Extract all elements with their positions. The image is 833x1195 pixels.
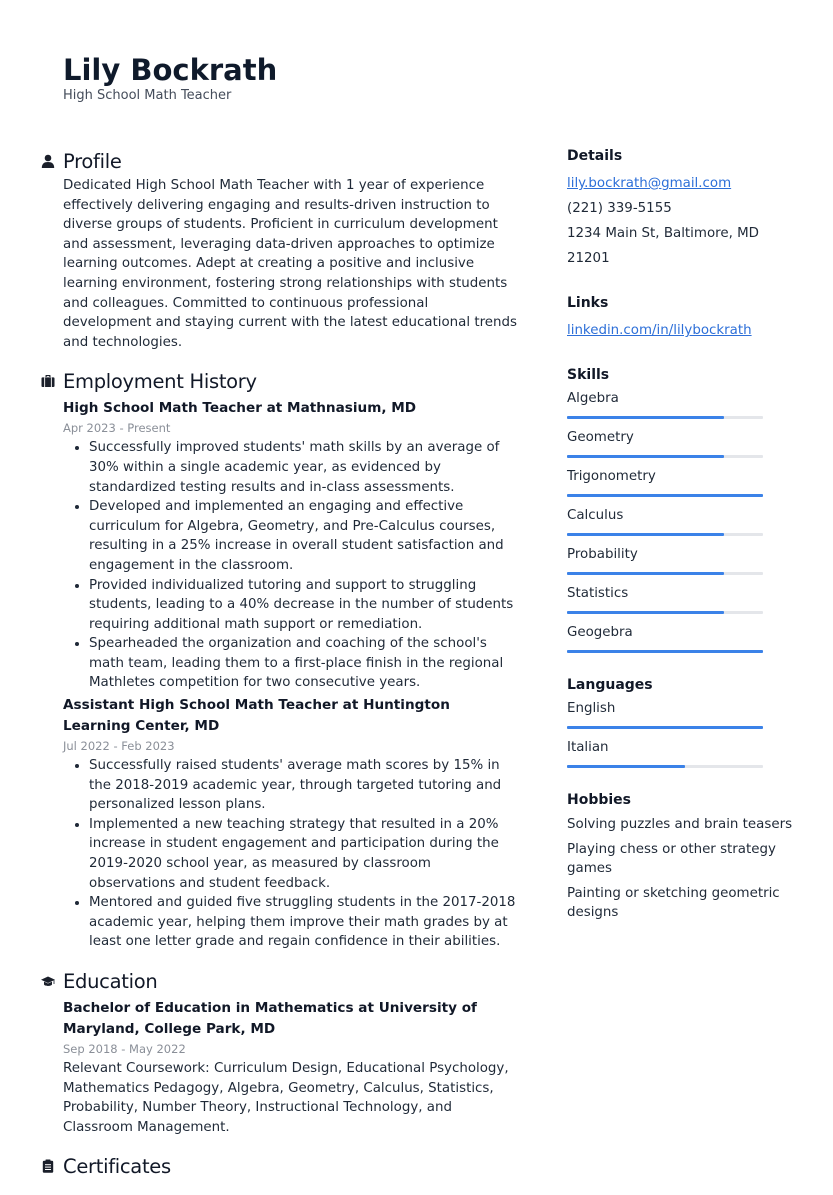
level-bar-fill — [567, 533, 724, 536]
profile-summary: Dedicated High School Math Teacher with 1 year of experience effectively delivering engaging and results-driven instruction to diverse groups of students. Proficient in curriculum development and assessment, leveraging data-driven approaches to optimize learning outcomes. Adept at creating a positive and inclusive learning environment, fostering strong relationships with students and colleagues. Committed to continuous professional development and staying current with the latest educational trends and technologies. — [63, 178, 518, 350]
person-icon — [40, 154, 55, 169]
level-bar-fill — [567, 494, 763, 497]
skill-item — [567, 429, 797, 458]
skills-list — [567, 390, 797, 653]
section-title: Employment History — [63, 369, 257, 393]
coursework: Relevant Coursework: Curriculum Design, Educational Psychology, Mathematics Pedagogy, Algebra, Geometry, Calculus, Statistics, Probability, Number Theory, Instructional Technology, and Classroom Management. — [63, 1061, 509, 1135]
hobby-item: Painting or sketching geometric designs — [567, 886, 780, 920]
section-title: Education — [63, 969, 158, 993]
skill-item — [567, 390, 797, 419]
job-position: High School Math Teacher at Mathnasium, MD — [63, 400, 417, 417]
section-heading — [40, 1151, 520, 1181]
job-dates: Jul 2022 - Feb 2023 — [63, 739, 175, 754]
hobbies-heading: Hobbies — [567, 792, 632, 808]
level-bar-track — [567, 650, 763, 653]
level-bar-track — [567, 416, 763, 419]
sidebar-column — [567, 146, 797, 944]
jobs-list — [40, 398, 520, 952]
job-position: Assistant High School Math Teacher at Huntington Learning Center, MD — [63, 697, 450, 735]
links-heading: Links — [567, 295, 609, 311]
education-dates: Sep 2018 - May 2022 — [63, 1042, 186, 1056]
skill-name: Geogebra — [567, 625, 633, 640]
skill-item — [567, 546, 797, 575]
level-bar-fill — [567, 572, 724, 575]
level-bar-track — [567, 455, 763, 458]
level-bar-fill — [567, 726, 763, 729]
job-title: High School Math Teacher — [63, 88, 232, 103]
language-item — [567, 700, 797, 729]
achievement-item: • Successfully improved students' math skills by an average of 30% within a single academic year, as evidenced by standardized testing results and in-class assessments. — [89, 438, 520, 497]
certificates-section — [40, 1151, 520, 1181]
level-bar-fill — [567, 416, 724, 419]
candidate-name: Lily Bockrath — [63, 53, 278, 87]
achievement-item: • Mentored and guided five struggling students in the 2017-2018 academic year, helping them improve their math grades by at least one letter grade and regain confidence in their abilities. — [89, 893, 520, 952]
language-name: Italian — [567, 740, 609, 755]
achievement-item: • Spearheaded the organization and coaching of the school's math team, leading them to a first-place finish in the regional Mathletes competition for two consecutive years. — [89, 634, 520, 693]
hobbies-list — [567, 815, 797, 922]
graduation-cap-icon — [40, 974, 55, 989]
hobbies-section — [567, 790, 797, 922]
level-bar-fill — [567, 611, 724, 614]
level-bar-fill — [567, 455, 724, 458]
details-section — [567, 146, 797, 271]
employment-section — [40, 366, 520, 952]
degree-title: Bachelor of Education in Mathematics at University of Maryland, College Park, MD — [63, 1000, 477, 1037]
email-link[interactable]: lily.bockrath@gmail.com — [567, 176, 732, 191]
skill-name: Algebra — [567, 391, 619, 406]
briefcase-icon — [40, 374, 55, 389]
main-column — [40, 146, 520, 1195]
level-bar-track — [567, 611, 763, 614]
level-bar-track — [567, 765, 763, 768]
level-bar-fill — [567, 650, 763, 653]
skill-item — [567, 585, 797, 614]
resume-header — [63, 52, 277, 104]
skill-name: Geometry — [567, 430, 634, 445]
skill-item — [567, 624, 797, 653]
phone-number: (221) 339-5155 — [567, 201, 672, 216]
profile-section — [40, 146, 520, 352]
job-achievements — [63, 756, 520, 952]
section-heading — [40, 366, 520, 396]
section-title: Profile — [63, 149, 122, 173]
hobby-item: Playing chess or other strategy games — [567, 842, 776, 876]
level-bar-track — [567, 726, 763, 729]
languages-section — [567, 675, 797, 768]
languages-list — [567, 700, 797, 768]
skill-item — [567, 468, 797, 497]
job-dates: Apr 2023 - Present — [63, 421, 171, 436]
achievement-item: • Provided individualized tutoring and support to struggling students, leading to a 40% decrease in the number of students requiring additional math support or remediation. — [89, 576, 520, 635]
achievement-item: • Successfully raised students' average math scores by 15% in the 2018-2019 academic year, through targeted tutoring and personalized lesson plans. — [89, 756, 520, 815]
skills-section — [567, 365, 797, 653]
achievement-item: • Implemented a new teaching strategy that resulted in a 20% increase in student engagement and participation during the 2019-2020 school year, as measured by classroom observations and student feedback. — [89, 815, 520, 893]
address: 1234 Main St, Baltimore, MD 21201 — [567, 226, 759, 266]
skill-name: Trigonometry — [567, 469, 656, 484]
languages-heading: Languages — [567, 677, 653, 693]
details-heading: Details — [567, 148, 623, 164]
level-bar-track — [567, 533, 763, 536]
level-bar-track — [567, 494, 763, 497]
links-section — [567, 293, 797, 343]
level-bar-fill — [567, 765, 685, 768]
section-title: Certificates — [63, 1154, 171, 1178]
skill-name: Calculus — [567, 508, 624, 523]
skills-heading: Skills — [567, 367, 610, 383]
clipboard-icon — [40, 1159, 55, 1174]
linkedin-link[interactable]: linkedin.com/in/lilybockrath — [567, 323, 752, 338]
skill-name: Probability — [567, 547, 638, 562]
level-bar-track — [567, 572, 763, 575]
education-section — [40, 966, 520, 1137]
achievement-item: • Developed and implemented an engaging and effective curriculum for Algebra, Geometry, and Pre-Calculus courses, resulting in a 25% increase in overall student satisfaction and engagement in the classroom. — [89, 497, 520, 575]
hobby-item: Solving puzzles and brain teasers — [567, 817, 793, 832]
section-heading — [40, 146, 520, 176]
language-name: English — [567, 701, 616, 716]
skill-name: Statistics — [567, 586, 629, 601]
language-item — [567, 739, 797, 768]
section-heading — [40, 966, 520, 996]
job-achievements — [63, 438, 520, 693]
skill-item — [567, 507, 797, 536]
